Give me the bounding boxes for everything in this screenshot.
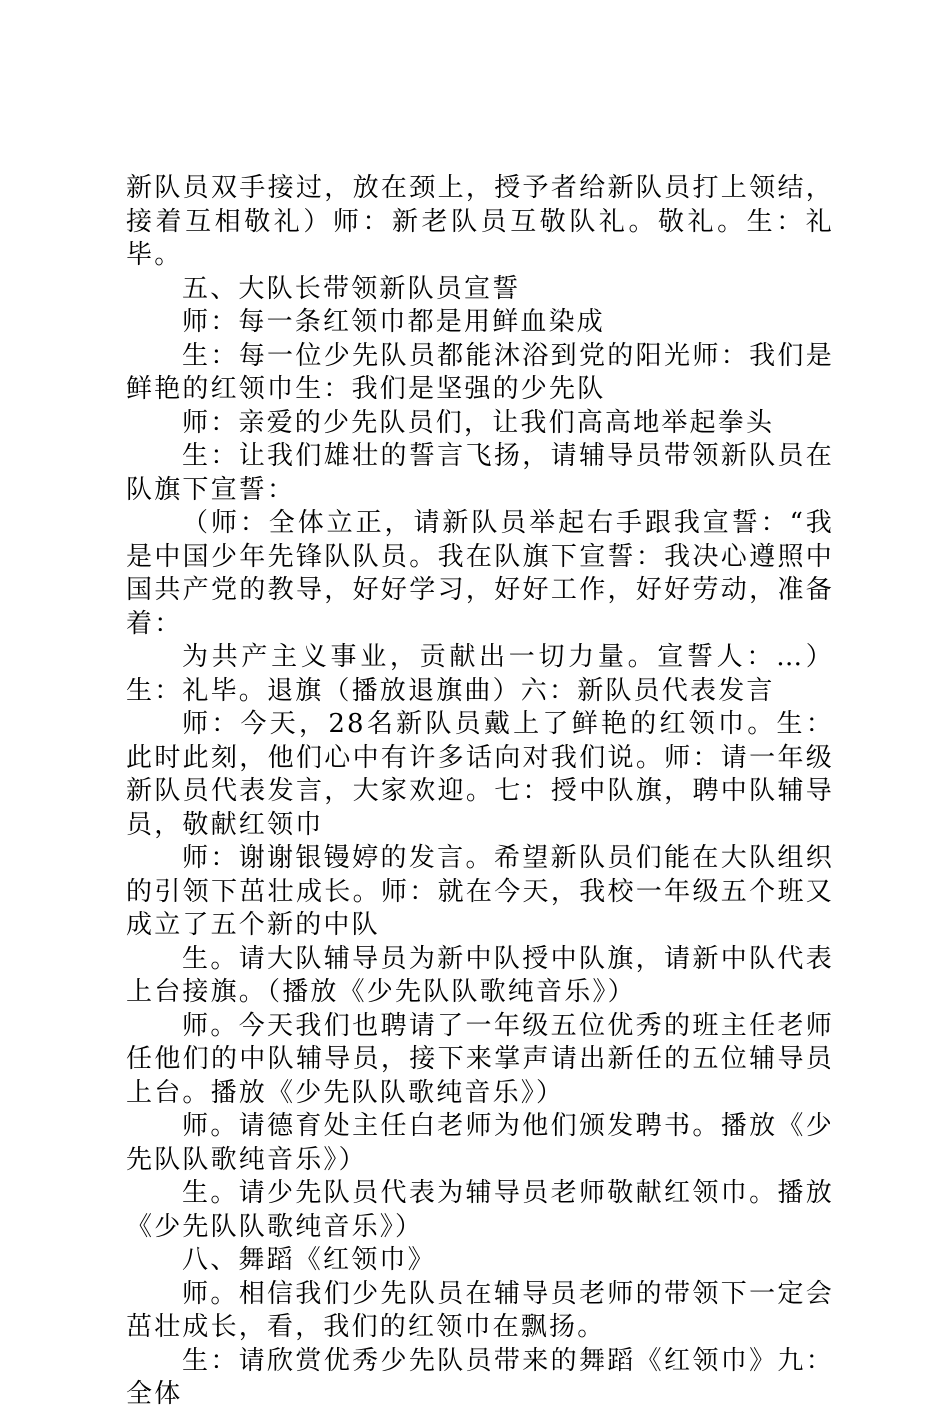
paragraph-17: 生：请欣赏优秀少先队员带来的舞蹈《红领巾》九：全体 <box>126 1345 834 1409</box>
paragraph-15: 八、舞蹈《红领巾》 <box>182 1245 436 1275</box>
paragraph-10: 师：谢谢银镘婷的发言。希望新队员们能在大队组织的引领下茁壮成长。师：就在今天，我校一年级五个班又成立了五个新的中队 <box>126 843 834 940</box>
document-body <box>126 172 834 1412</box>
paragraph-11: 生。请大队辅导员为新中队授中队旗，请新中队代表上台接旗。（播放《少先队队歌纯音乐》） <box>126 943 834 1007</box>
paragraph-8: 为共产主义事业，贡献出一切力量。宣誓人：…）生：礼毕。退旗（播放退旗曲）六：新队员代表发言 <box>126 642 834 706</box>
paragraph-12: 师。今天我们也聘请了一年级五位优秀的班主任老师任他们的中队辅导员，接下来掌声请出新任的五位辅导员上台。播放《少先队队歌纯音乐》） <box>126 1010 834 1108</box>
paragraph-16: 师。相信我们少先队员在辅导员老师的带领下一定会茁壮成长，看，我们的红领巾在飘扬。 <box>126 1278 834 1342</box>
paragraph-4: 生：每一位少先队员都能沐浴到党的阳光师：我们是鲜艳的红领巾生：我们是坚强的少先队 <box>126 340 834 404</box>
paragraph-3: 师：每一条红领巾都是用鲜血染成 <box>182 307 606 337</box>
paragraph-5: 师：亲爱的少先队员们，让我们高高地举起拳头 <box>182 407 775 438</box>
paragraph-14: 生。请少先队员代表为辅导员老师敬献红领巾。播放《少先队队歌纯音乐》） <box>126 1178 834 1242</box>
paragraph-9: 师：今天，28名新队员戴上了鲜艳的红领巾。生：此时此刻，他们心中有许多话向对我们说。师：请一年级新队员代表发言，大家欢迎。七：授中队旗，聘中队辅导员，敬献红领巾 <box>126 709 834 840</box>
paragraph-2: 五、大队长带领新队员宣誓 <box>182 273 521 304</box>
paragraph-6: 生：让我们雄壮的誓言飞扬，请辅导员带领新队员在队旗下宣誓： <box>126 441 834 505</box>
paragraph-13: 师。请德育处主任白老师为他们颁发聘书。播放《少先队队歌纯音乐》） <box>126 1111 834 1175</box>
paragraph-7: （师：全体立正，请新队员举起右手跟我宣誓：“我是中国少年先锋队队员。我在队旗下宣誓：我决心遵照中国共产党的教导，好好学习，好好工作，好好劳动，准备着： <box>126 508 834 639</box>
paragraph-1: 新队员双手接过，放在颈上，授予者给新队员打上领结，接着互相敬礼）师：新老队员互敬队礼。敬礼。生：礼毕。 <box>126 173 834 270</box>
